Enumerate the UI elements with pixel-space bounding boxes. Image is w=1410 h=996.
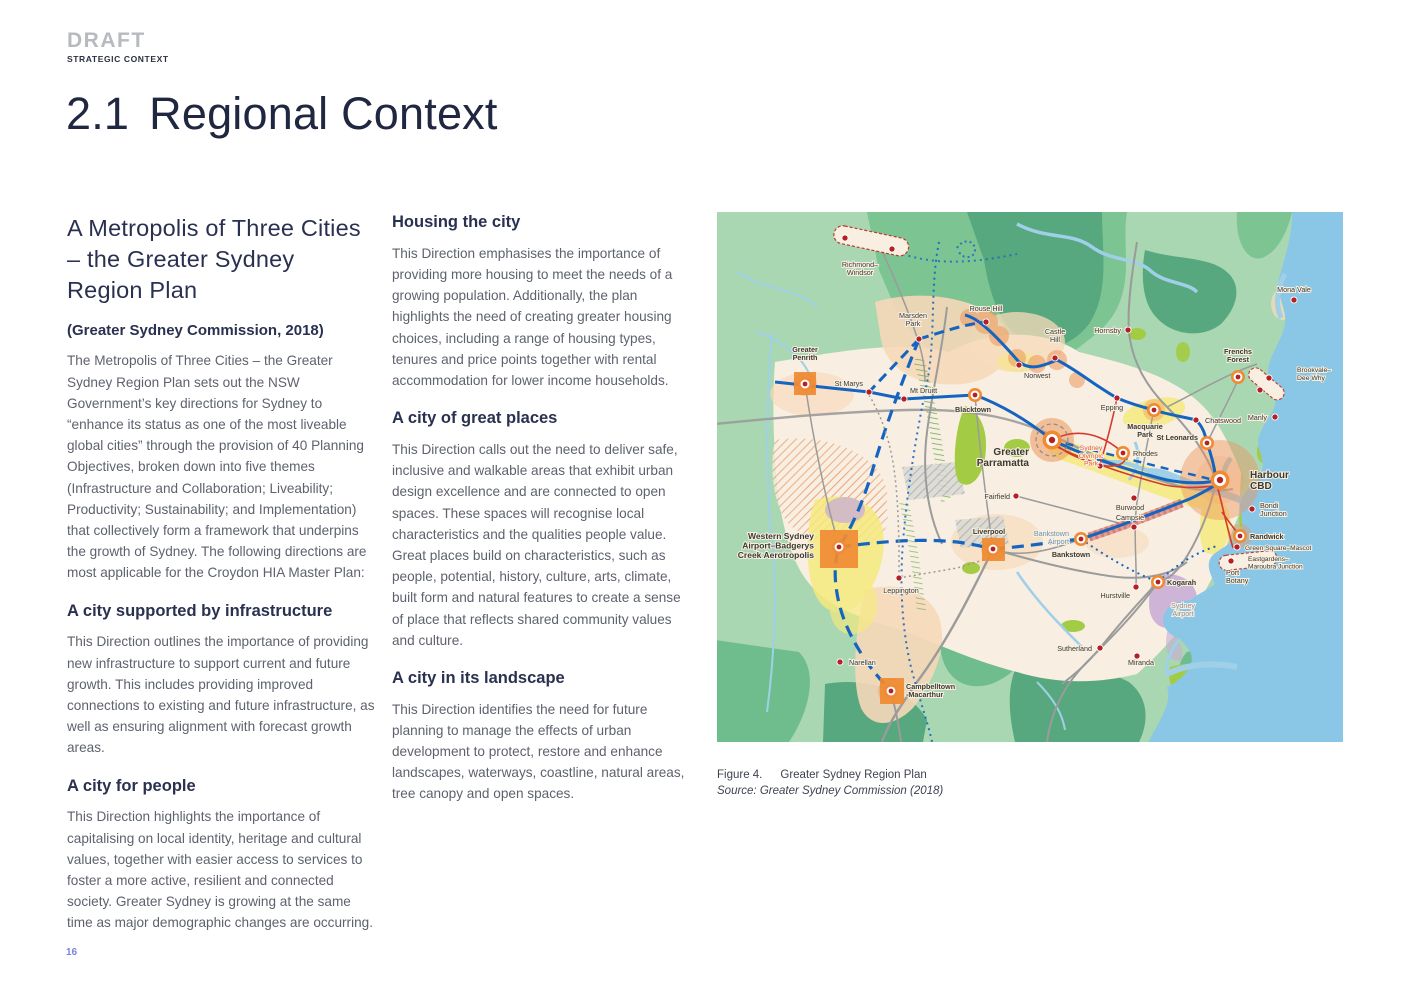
map-place-label: Sydney Olympic Park	[1078, 445, 1104, 468]
middle-column	[392, 210, 694, 805]
map-place-label: Kogarah	[1167, 578, 1197, 587]
figure-source: Source: Greater Sydney Commission (2018)	[717, 785, 944, 798]
map-place-label: Macquarie Park	[1127, 422, 1163, 440]
local-centre-dot	[866, 389, 872, 395]
local-centre-dot	[1257, 387, 1263, 393]
map-place-label: Sydney Airport	[1171, 601, 1195, 619]
commission-subheading: (Greater Sydney Commission, 2018)	[67, 322, 324, 340]
map-place-label: Campsie	[1115, 513, 1145, 522]
map-place-label: Rouse Hill	[969, 304, 1003, 313]
map-place-label: Marsden Park	[899, 311, 927, 329]
map-place-label: Green Square–Mascot	[1245, 545, 1312, 552]
page-title	[66, 88, 498, 140]
local-centre-dot	[1125, 327, 1131, 333]
local-centre-dot	[901, 396, 907, 402]
map-place-label: Blacktown	[955, 405, 991, 414]
map-place-label: Randwick	[1250, 532, 1284, 541]
local-centre-dot	[1249, 506, 1255, 512]
local-centre-dot	[1131, 524, 1137, 530]
section-body: This Direction outlines the importance of providing new infrastructure to support current and future growth. This includes providing improved connections to existing and future infrastructure, as well as ensuring alignment with forecast growth areas.	[67, 634, 375, 756]
local-centre-dot	[1193, 417, 1199, 423]
map-place-label: Liverpool	[972, 527, 1006, 536]
map-place-label: Chatswood	[1205, 416, 1241, 425]
map-place-label: Bankstown	[1051, 550, 1091, 559]
map-place-label: Port Botany	[1226, 568, 1249, 586]
intro-paragraph: The Metropolis of Three Cities – the Greater Sydney Region Plan sets out the NSW Government’s key directions for Sydney to “enhance its status as one of the most liveable global cities” through the provision of 40 Planning Objectives, broken down into five themes (Infrastructure and Collaboration; Liveability; Productivity; Sustainability; and Implementation) that collectively form a framework that underpins the growth of Sydney. The following directions are most applicable for the Croydon HIA Master Plan:	[67, 353, 367, 581]
section-body: This Direction identifies the need for future planning to manage the effects of urban development to protect, restore and enhance landscapes, waterways, coastline, natural areas, tree canopy and open spaces.	[392, 701, 685, 802]
local-centre-dot	[1052, 355, 1058, 361]
map-place-label: Rhodes	[1133, 449, 1158, 458]
local-centre-dot	[1133, 584, 1139, 590]
map-place-label: Harbour CBD	[1250, 470, 1289, 492]
local-centre-dot	[1266, 375, 1272, 381]
map-place-label: Manly	[1247, 413, 1267, 422]
section-landscape	[392, 666, 694, 805]
local-centre-dot	[1291, 297, 1297, 303]
section-great-places	[392, 406, 694, 651]
figure-label: Figure 4.	[717, 769, 763, 781]
local-centre-dot	[842, 235, 848, 241]
local-centre-dot	[1097, 645, 1103, 651]
local-centre-dot	[1013, 493, 1019, 499]
figure-title: Greater Sydney Region Plan	[780, 769, 927, 781]
section-housing	[392, 210, 694, 391]
greater-sydney-region-map	[717, 212, 1343, 742]
map-place-label: Bankstown Airport	[1033, 529, 1069, 547]
map-place-label: Richmond– Windsor	[841, 260, 879, 278]
section-title: A city of great places	[392, 409, 558, 428]
map-place-label: Miranda	[1128, 658, 1154, 667]
section-title: Housing the city	[392, 213, 521, 231]
local-centre-dot	[1228, 558, 1234, 564]
section-title-text: Regional Context	[149, 88, 498, 139]
section-body: This Direction highlights the importance of capitalising on local identity, heritage and cultural values, together with easier access to services to foster a more active, resilient and connected society. Greater Sydney is growing at the same time as major demographic changes are occurring.	[67, 809, 374, 931]
local-centre-dot	[896, 575, 902, 581]
map-place-label: Campbelltown -Macarthur	[906, 682, 956, 700]
map-place-label: Hornsby	[1094, 326, 1121, 335]
map-place-label: Mt Druitt	[910, 386, 938, 395]
section-number: 2.1	[66, 88, 130, 139]
map-place-label: Mona Vale	[1277, 285, 1311, 294]
map-place-label: Hurstville	[1100, 591, 1130, 600]
page-number: 16	[66, 947, 78, 958]
map-place-label: Eastgardens– Maroubra Junction	[1248, 556, 1303, 571]
map-place-label: Castle Hill	[1044, 327, 1066, 345]
section-infrastructure	[67, 599, 375, 759]
metropolis-heading: A Metropolis of Three Cities – the Greater Sydney Region Plan	[67, 215, 361, 304]
map-place-label: Epping	[1100, 403, 1124, 412]
draft-watermark: DRAFT	[67, 29, 146, 52]
local-centre-dot	[1016, 362, 1022, 368]
map-place-label: Western Sydney Airport–Badgerys Creek Aerotropolis	[737, 531, 814, 560]
section-title: A city in its landscape	[392, 668, 565, 687]
section-title: A city for people	[67, 776, 196, 795]
map-place-label: St Marys	[834, 379, 863, 388]
draft-block	[67, 30, 169, 64]
local-centre-dot	[916, 336, 922, 342]
section-title: A city supported by infrastructure	[67, 601, 333, 620]
section-people	[67, 774, 375, 934]
section-body: This Direction calls out the need to deliver safe, inclusive and walkable areas that exhibit urban design excellence and are connected to open spaces. These spaces will recognise local characteristics and the qualities people value. Great places build on characteristics, such as people, potential, history, culture, arts, climate, built form and natural features to create a sense of place that reflects shared community values and culture.	[392, 441, 681, 648]
local-centre-dot	[889, 246, 895, 252]
figure-4-map	[717, 212, 1343, 742]
map-place-label: Frenchs Forest	[1224, 347, 1252, 365]
map-place-label: Bondi Junction	[1260, 501, 1287, 519]
map-place-label: Burwood	[1115, 503, 1145, 512]
map-place-label: Greater Penrith	[792, 345, 818, 363]
map-place-label: Narellan	[849, 658, 876, 667]
left-column	[67, 213, 375, 934]
local-centre-dot	[1272, 414, 1278, 420]
map-place-label: Fairfield	[984, 492, 1010, 501]
map-place-label: Greater Parramatta	[976, 447, 1029, 469]
map-place-label: Norwest	[1024, 371, 1051, 380]
local-centre-dot	[1234, 544, 1240, 550]
local-centre-dot	[1131, 495, 1137, 501]
local-centre-dot	[1114, 395, 1120, 401]
map-place-label: Leppington	[883, 586, 919, 595]
figure-caption	[717, 768, 943, 799]
map-place-label: Sutherland	[1057, 644, 1092, 653]
local-centre-dot	[983, 319, 989, 325]
local-centre-dot	[837, 659, 843, 665]
strategic-context-label: STRATEGIC CONTEXT	[67, 54, 169, 64]
map-place-label: Brookvale– Dee Why	[1297, 367, 1332, 382]
map-place-label: St Leonards	[1156, 433, 1198, 442]
section-body: This Direction emphasises the importance of providing more housing to meet the needs of a growing population. Additionally, the plan highlights the need of creating greater housing choices, including a range of housing types, tenures and price points together with rental accommodation for lower income households.	[392, 245, 673, 388]
